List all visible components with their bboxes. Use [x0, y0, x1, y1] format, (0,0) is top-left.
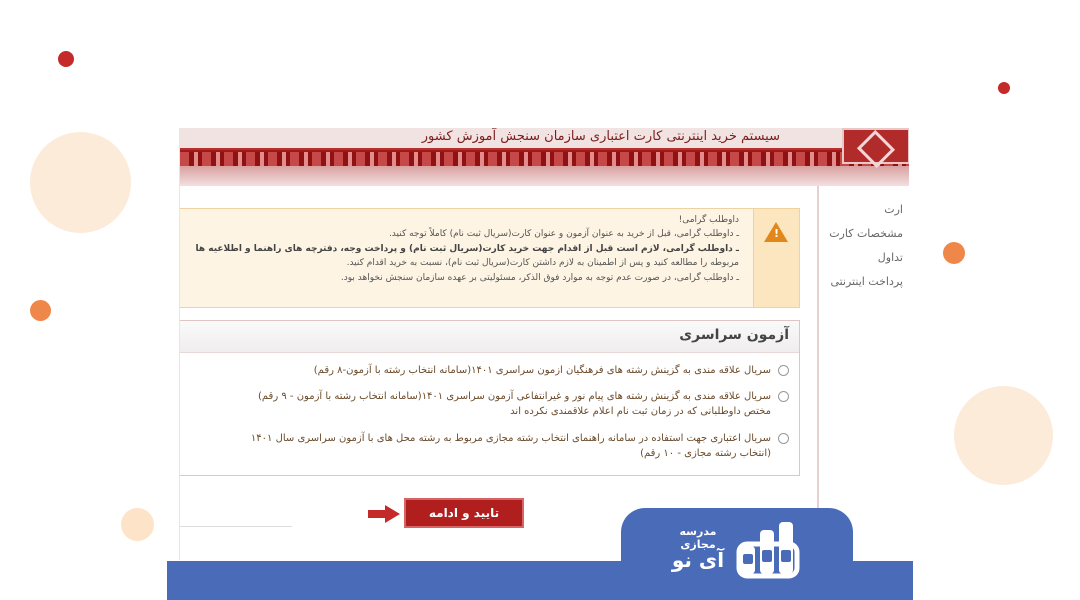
sidebar-item-card-details[interactable]: مشخصات کارت	[829, 227, 903, 240]
option-2-label: سریال علاقه مندی به گزینش رشته های پیام نور و غیرانتفاعی آزمون سراسری ۱۴۰۱(سامانه انتخاب رشته با آزمون - ۹ رقم)	[258, 391, 771, 402]
exam-option-1[interactable]	[189, 363, 789, 378]
banner-title: سیستم خرید اینترنتی کارت اعتباری سازمان سنجش آموزش کشور	[421, 129, 780, 144]
exam-option-2[interactable]	[189, 389, 789, 419]
option-3-sublabel: (انتخاب رشته مجازی - ۱۰ رقم)	[640, 448, 771, 459]
decor-circle-peach-right	[954, 386, 1053, 485]
banner-top-strip	[180, 128, 909, 150]
notice-line-1: ـ داوطلب گرامی، قبل از خرید به عنوان آزمون و عنوان کارت(سریال ثبت نام) کاملاً توجه کنید.	[388, 229, 739, 240]
sidebar	[817, 186, 909, 560]
radio-option-3[interactable]	[778, 433, 789, 444]
warning-triangle-icon: !	[764, 222, 788, 242]
option-2-sublabel: مختص داوطلبانی که در زمان ثبت نام اعلام علاقمندی نکرده اند	[510, 406, 771, 417]
notice-line-2: ـ داوطلب گرامی، لازم است قبل از اقدام جهت خرید کارت(سریال ثبت نام) و پرداخت وجه، دفترچه های راهنما و اطلاعیه ها	[195, 243, 739, 254]
warning-notice	[180, 208, 800, 308]
organization-logo-icon	[842, 128, 909, 164]
brand-name: آی نو	[671, 548, 725, 572]
decor-dot-red-top-left	[58, 51, 74, 67]
notice-line-3: مربوطه را مطالعه کنید و پس از اطمینان به لازم داشتن کارت(سریال ثبت نام)، نسبت به خرید اقدام کنید.	[346, 258, 739, 269]
exam-panel	[180, 320, 800, 476]
arrow-right-icon	[368, 505, 400, 523]
banner-lower-strip	[180, 166, 909, 186]
sidebar-item-circulation[interactable]: تداول	[877, 251, 903, 264]
site-banner	[180, 128, 909, 186]
decor-circle-peach-left	[30, 132, 131, 233]
confirm-and-continue-button[interactable]: تایید و ادامه	[404, 498, 524, 528]
brand-subtitle: مدرسه مجازی	[679, 525, 717, 551]
option-3-label: سریال اعتباری جهت استفاده در سامانه راهنمای انتخاب رشته مجازی مربوط به رشته محل های با آزمون سراسری سال ۱۴۰۱	[250, 433, 771, 444]
exam-option-3[interactable]	[189, 431, 789, 461]
decor-dot-orange-right	[943, 242, 965, 264]
decor-dot-red-top-right	[998, 82, 1010, 94]
decor-dot-peach-small	[121, 508, 154, 541]
radio-option-2[interactable]	[778, 391, 789, 402]
banner-ornament	[180, 152, 909, 166]
sidebar-item-online-payment[interactable]: پرداخت اینترنتی	[830, 275, 903, 288]
notice-greeting: داوطلب گرامی!	[678, 215, 739, 225]
exam-heading: آزمون سراسری	[180, 321, 799, 353]
radio-option-1[interactable]	[778, 365, 789, 376]
decor-dot-orange-left	[30, 300, 51, 321]
screenshot-frame	[179, 128, 909, 560]
notice-line-4: ـ داوطلب گرامی، در صورت عدم توجه به موارد فوق الذکر، مسئولیتی بر عهده سازمان سنجش نخواهد بود.	[340, 272, 739, 283]
building-blocks-logo-icon	[735, 520, 801, 580]
divider-line	[180, 526, 292, 527]
warning-icon-cell	[753, 209, 799, 307]
notice-text	[179, 213, 739, 285]
sidebar-item-card[interactable]: ارت	[884, 203, 903, 216]
option-1-label: سریال علاقه مندی به گزینش رشته های فرهنگیان ازمون سراسری ۱۴۰۱(سامانه انتخاب رشته با آزمون-۸ رقم)	[313, 365, 771, 376]
